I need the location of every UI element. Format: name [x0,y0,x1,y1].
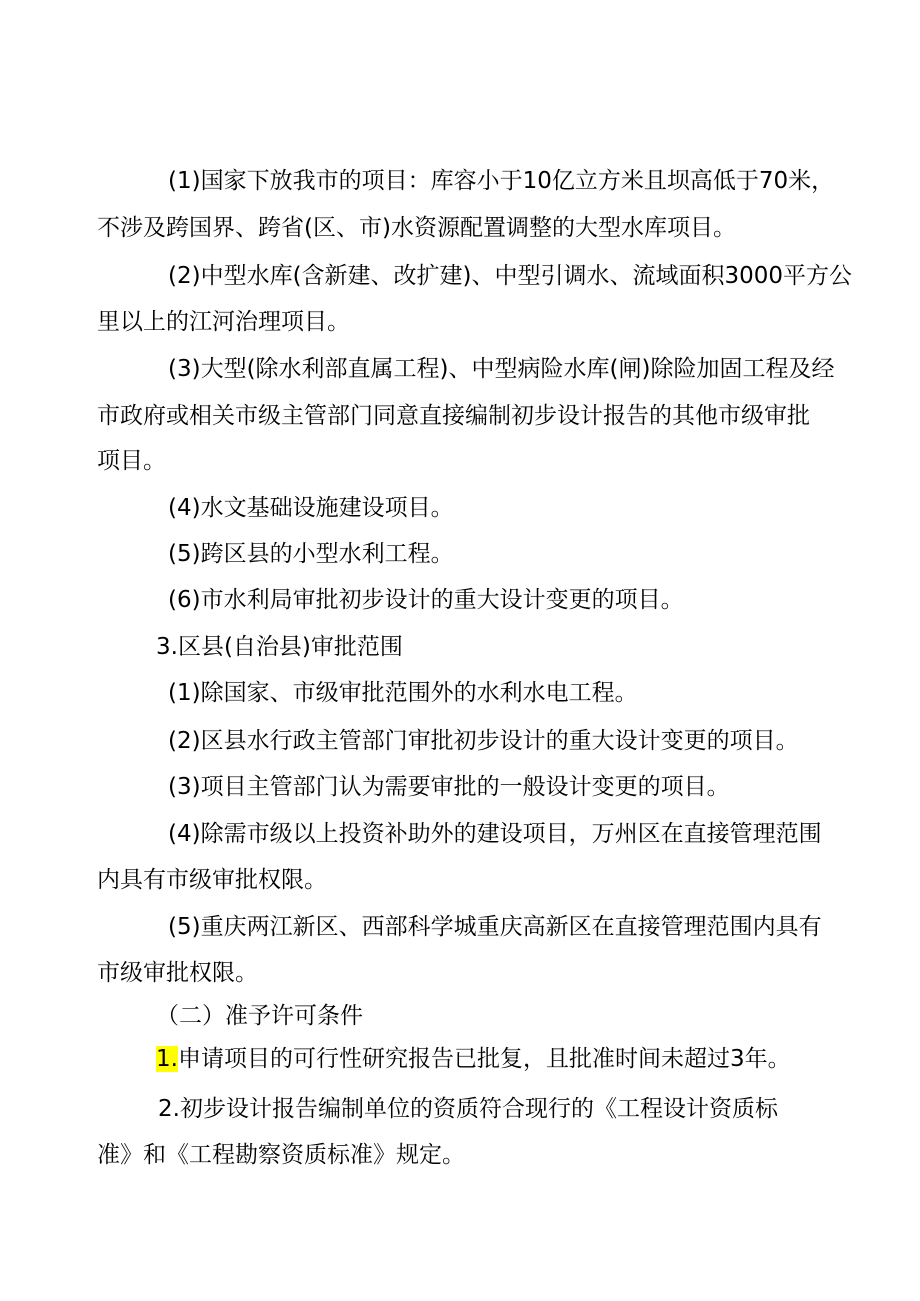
text-line: (4)除需市级以上投资补助外的建设项目，万州区在直接管理范围 [168,821,822,847]
text-line: (3)项目主管部门认为需要审批的一般设计变更的项目。 [168,774,730,800]
text-line: (5)重庆两江新区、西部科学城重庆高新区在直接管理范围内具有 [168,914,822,940]
text-line: (6)市水利局审批初步设计的重大设计变更的项目。 [168,587,684,613]
text-line-content: 申请项目的可行性研究报告已批复，且批准时间未超过3年。 [177,1046,791,1072]
text-line: (1)国家下放我市的项目：库容小于10亿立方米且坝高低于70米， [168,168,835,194]
text-line: (2)中型水库(含新建、改扩建)、中型引调水、流域面积3000平方公 [168,263,853,289]
text-line: (5)跨区县的小型水利工程。 [168,541,454,567]
text-line: 2.初步设计报告编制单位的资质符合现行的《工程设计资质标 [158,1096,778,1122]
text-line: (3)大型(除水利部直属工程)、中型病险水库(闸)除险加固工程及经 [168,356,835,382]
text-line: 项目。 [97,448,166,474]
text-line: 内具有市级审批权限。 [97,867,327,893]
text-line: (1)除国家、市级审批范围外的水利水电工程。 [168,680,638,706]
text-line: 里以上的江河治理项目。 [97,309,350,335]
text-line: 不涉及跨国界、跨省(区、市)水资源配置调整的大型水库项目。 [97,215,736,241]
section-heading: （二）准予许可条件 [156,1003,363,1029]
text-line: (2)区县水行政主管部门审批初步设计的重大设计变更的项目。 [168,728,799,754]
text-line: 准》和《工程勘察资质标准》规定。 [97,1142,465,1168]
text-line: 市级审批权限。 [97,960,258,986]
section-heading: 3.区县(自治县)审批范围 [156,634,403,660]
highlighted-marker: 1. [156,1046,178,1072]
text-line [156,1044,791,1074]
text-line: (4)水文基础设施建设项目。 [168,495,454,521]
text-line: 市政府或相关市级主管部门同意直接编制初步设计报告的其他市级审批 [97,403,810,429]
